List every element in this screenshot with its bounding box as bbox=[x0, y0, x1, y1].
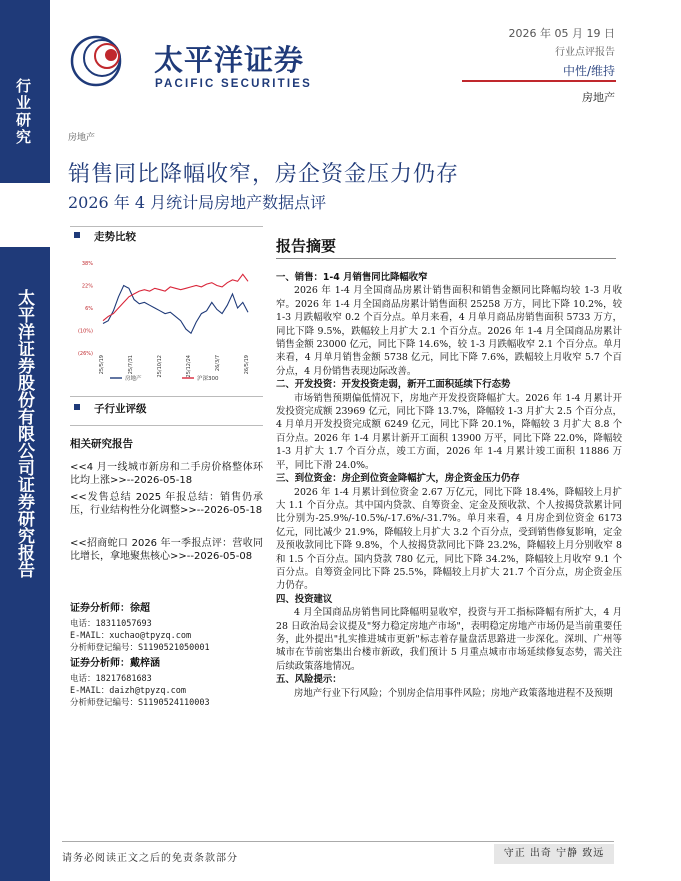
legend-label: 沪深300 bbox=[197, 376, 219, 382]
logo-chinese-name: 太平洋证券 bbox=[154, 43, 305, 77]
footer-motto-box bbox=[494, 844, 614, 864]
analyst-name: 证券分析师：戴梓涵 bbox=[70, 658, 160, 669]
divider bbox=[70, 425, 263, 426]
y-tick-label: 22% bbox=[81, 283, 93, 290]
related-report-link[interactable]: <<发售总结 2025 年报总结：销售仍承压，行业结构性分化调整>>--2026-05-18 bbox=[70, 492, 263, 516]
rating-badge: 中性/维持 bbox=[562, 64, 615, 78]
footer-motto: 守正 出奇 宁静 致远 bbox=[503, 848, 605, 859]
sidebar-top-bar bbox=[0, 0, 50, 183]
sidebar-top-label: 行业研究 bbox=[14, 78, 32, 146]
page-subtitle: 2026 年 4 月统计局房地产数据点评 bbox=[68, 193, 327, 212]
analyst-cert: 分析师登记编号：S1190521050001 bbox=[70, 643, 210, 653]
sidebar-company-label: 太平洋证券股份有限公司证券研究报告 bbox=[14, 289, 34, 578]
report-date: 2026 年 05 月 19 日 bbox=[508, 27, 615, 40]
sidebar-bottom-bar bbox=[0, 247, 50, 881]
footer-divider bbox=[62, 841, 614, 842]
analyst-phone: 电话：18311057693 bbox=[70, 619, 152, 629]
x-tick-label: 25/7/31 bbox=[128, 355, 134, 375]
trend-chart bbox=[70, 255, 255, 390]
bullet-square-icon bbox=[74, 232, 80, 238]
footer-disclaimer: 请务必阅读正文之后的免责条款部分 bbox=[62, 853, 238, 864]
analyst-email[interactable]: E-MAIL：xuchao@tpyzq.com bbox=[70, 631, 192, 641]
report-type: 行业点评报告 bbox=[555, 47, 615, 58]
analyst-email[interactable]: E-MAIL：daizh@tpyzq.com bbox=[70, 686, 186, 696]
section-paragraph: 2026 年 1-4 月累计到位资金 2.67 万亿元，同比下降 18.4%，降幅较上月扩大 1.1 个百分点。其中国内贷款、自筹资金、定金及预收款、个人按揭贷款累计同比分别为-25.9%/-10.5%/-17.6%/-31.7%。单月来看，4 月房企到位资金 6173 亿元，同比减少 21.9%，降幅较上月扩大 3.2 个百分点，受到销售修复影响，定金及预收款同比下降 9.8%，个人按揭贷款同比下降 23.2%，降幅较上月分别收窄 8 和 1.5 个百分点。国内贷款 780 亿元，同比下降 34.2%，降幅较上月收窄 9.1 个百分点。自筹资金同比下降 25.5%，降幅较上月扩大 21.7 个百分点，房企资金压力仍存。 bbox=[276, 486, 622, 592]
y-tick-label: 38% bbox=[81, 261, 93, 267]
analyst-card bbox=[70, 654, 265, 708]
section-paragraph: 2026 年 1-4 月全国商品房累计销售面积和销售金额同比降幅均较 1-3 月收窄。2026 年 1-4 月全国商品房累计销售面积 25258 万方，同比下降 10.2%，较 1-3 月跌幅收窄 0.2 个百分点。单月来看，4 月单月商品房销售面积 5733 万方，同比下降 9.5%，跌幅较上月扩大 2.1 个百分点。2026 年 1-4 月全国商品房累计销售金额 23000 亿元，同比下降 14.6%，较 1-3 月跌幅收窄 2.1 个百分点。单月来看，4 月单月销售金额 5738 亿元，同比下降 7.6%，跌幅较上月收窄 5.7 个百分点，4 月份销售表现边际改善。 bbox=[276, 285, 622, 377]
divider bbox=[276, 258, 616, 259]
x-tick-label: 25/10/12 bbox=[157, 355, 163, 378]
header-divider bbox=[462, 80, 616, 82]
section-heading: 三、到位资金：房企到位资金降幅扩大，房企资金压力仍存 bbox=[276, 473, 520, 485]
y-tick-labels bbox=[78, 261, 93, 357]
x-tick-label: 26/3/7 bbox=[215, 355, 221, 372]
logo-english-name: PACIFIC SECURITIES bbox=[155, 78, 312, 90]
y-tick-label: (26%) bbox=[77, 351, 93, 357]
x-tick-label: 26/5/19 bbox=[244, 355, 250, 375]
summary-title: 报告摘要 bbox=[276, 237, 337, 255]
related-reports-title: 相关研究报告 bbox=[70, 438, 133, 450]
industry-label: 房地产 bbox=[582, 91, 615, 104]
company-logo-icon bbox=[62, 30, 152, 92]
x-tick-labels bbox=[99, 355, 250, 377]
sub-rating-title: 子行业评级 bbox=[94, 403, 147, 415]
divider bbox=[70, 396, 263, 397]
divider bbox=[70, 226, 263, 227]
trend-title: 走势比较 bbox=[94, 231, 136, 243]
x-tick-label: 25/5/19 bbox=[99, 355, 105, 375]
related-report-link[interactable]: <<4 月一线城市新房和二手房价格整体环比均上涨>>--2026-05-18 bbox=[70, 462, 263, 486]
series-line bbox=[103, 274, 248, 320]
analyst-card bbox=[70, 599, 265, 653]
section-heading: 五、风险提示： bbox=[276, 674, 342, 686]
series-lines bbox=[103, 274, 248, 333]
summary-body bbox=[276, 271, 622, 700]
y-tick-label: 6% bbox=[85, 306, 93, 312]
sector-label: 房地产 bbox=[68, 133, 96, 143]
page-title: 销售同比降幅收窄，房企资金压力仍存 bbox=[68, 162, 460, 187]
chart-legend bbox=[110, 374, 219, 382]
section-paragraph: 市场销售预期偏低情况下，房地产开发投资降幅扩大。2026 年 1-4 月累计开发投资完成额 23969 亿元，同比下降 13.7%，降幅较 1-3 月扩大 2.5 个百分点，4 月单月开发投资完成额 6249 亿元，同比下降 20.1%，降幅较 3 月扩大 8.8 个百分点。2026 年 1-4 月累计新开工面积 13900 万平，同比下降 22.0%，降幅较 1-3 月扩大 1.7 个百分点，竣工方面，2026 年 1-4 月累计竣工面积 11886 万平，同比下滑 24.0%。 bbox=[276, 392, 622, 471]
analyst-name: 证券分析师：徐超 bbox=[70, 603, 150, 614]
section-paragraph: 4 月全国商品房销售同比降幅明显收窄，投资与开工指标降幅有所扩大，4 月 28 日政治局会议提及"努力稳定房地产市场"，表明稳定房地产市场仍是当前重要任务，此外提出"扎实推进城市更新"标志着存量盘活思路进一步深化。深圳、广州等城市在节前密集出台楼市新政，我们预计 5 月重点城市市场延续修复态势，需关注后续政策落地情况。 bbox=[276, 607, 622, 672]
analyst-cert: 分析师登记编号：S1190524110003 bbox=[70, 698, 210, 708]
x-tick-label: 25/12/24 bbox=[186, 355, 192, 378]
analyst-phone: 电话：18217681683 bbox=[70, 674, 152, 684]
legend-label: 房地产 bbox=[125, 376, 142, 382]
series-line bbox=[103, 286, 248, 334]
bullet-square-icon bbox=[74, 404, 80, 410]
related-report-link[interactable]: <<招商蛇口 2026 年一季报点评：营收同比增长，拿地聚焦核心>>--2026-05-08 bbox=[70, 538, 263, 562]
section-paragraph: 房地产行业下行风险；个别房企信用事件风险；房地产政策落地进程不及预期 bbox=[294, 687, 613, 699]
section-heading: 一、销售：1-4 月销售同比降幅收窄 bbox=[276, 272, 428, 283]
section-heading: 二、开发投资：开发投资走弱，新开工面积延续下行态势 bbox=[276, 379, 511, 391]
section-heading: 四、投资建议 bbox=[276, 593, 333, 605]
y-tick-label: (10%) bbox=[77, 328, 93, 335]
